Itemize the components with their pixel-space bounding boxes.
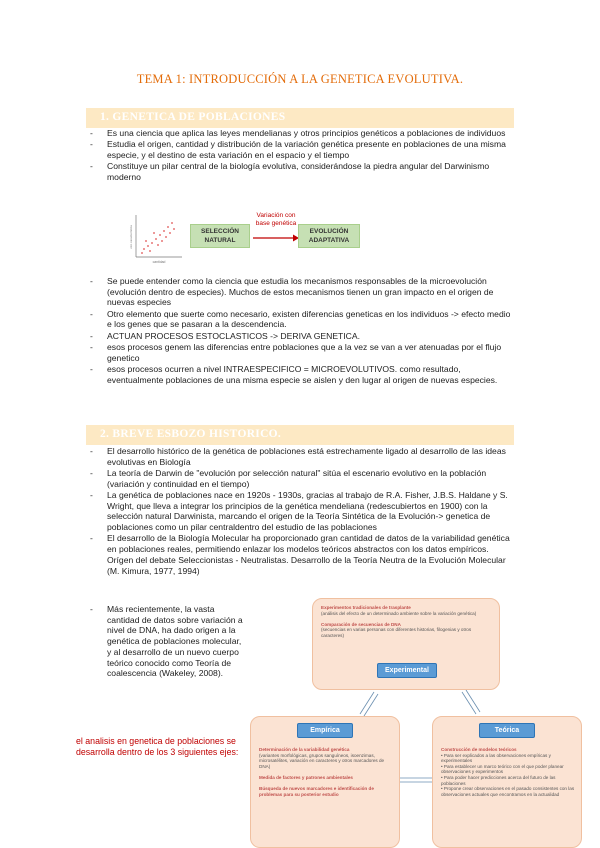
list-item: - Es una ciencia que aplica las leyes mendelianas y otros principios genéticos a poblaciones de individuos <box>90 128 515 139</box>
list-item: - esos procesos ocurren a nivel INTRAESPECIFICO = MICROEVOLUTIVOS. como resultado, eventualmente poblaciones de una misma especie se aislen y den lugar al origen de nuevas especies. <box>90 364 515 385</box>
page-title: TEMA 1: INTRODUCCIÓN A LA GENETICA EVOLUTIVA. <box>136 72 464 86</box>
experimental-label: Experimental <box>377 663 437 678</box>
list-item: - El desarrollo histórico de la genética de poblaciones está estrechamente ligado al desarrollo de las ideas evolutivas en Biología <box>90 446 515 467</box>
teorica-line: Propone crear observaciones en el pasado consistentes con las observaciones actuales que encontramos en la actualidad <box>441 786 575 797</box>
empirica-line: Búsqueda de nuevos marcadores e identificación de problemas para su posterior estudio <box>259 786 374 797</box>
scatter-xlabel: cantidad <box>152 260 166 264</box>
three-axes-diagram <box>250 596 590 848</box>
section-heading-1 <box>86 108 514 128</box>
arrow-label: Variación con base genética <box>255 212 297 227</box>
teorica-line: Para poder hacer predicciones acerca del futuro de las poblaciones <box>441 774 556 786</box>
section-heading-2 <box>86 425 514 445</box>
section2-bullet-list-narrow <box>90 604 245 680</box>
section1-bullet-list <box>90 128 515 183</box>
ejes-note: el analisis en genetica de poblaciones se desarrolla dentro de los 3 siguientes ejes: <box>76 736 239 757</box>
scatter-ylabel: otro característica <box>129 225 133 249</box>
list-item: - Otro elemento que suerte como necesario, existen diferencias geneticas en los individuos -> efecto medio e los genes que se pasaran a la descendencia. <box>90 309 515 330</box>
list-item: - Más recientemente, la vasta cantidad de datos sobre variación a nivel de DNA, ha dado origen a la genética de poblaciones molecular, y al desarrollo de un nuevo cuerpo teórico conocido como Teoría de coalescencia (Wakeley, 2008). <box>90 604 245 679</box>
teorica-line: Para establecer un marco teórico con el que poder planear observaciones y experimentos <box>441 763 564 775</box>
list-item: - Estudia el origen, cantidad y distribución de la variación genética presente en poblaciones de una misma especie, y el destino de esta variación en el espacio y el tiempo <box>90 139 515 160</box>
seleccion-natural-box: SELECCIÓN NATURAL <box>190 224 250 248</box>
empirica-line: Medida de factores y patrones ambientales <box>259 774 353 780</box>
experimental-line: (análisis del efecto de un determinado ambiente sobre la variación genética) <box>321 610 477 616</box>
section2-bullet-list <box>90 446 515 577</box>
list-item: - La genética de poblaciones nace en 1920s - 1930s, gracias al trabajo de R.A. Fisher, J.B.S. Haldane y S. Wright, que lleva a integrar los principios de la genética mendeliana (redescubiertos en 1900) con la selección natural Darwinista, marcando el origen de la Teoría Sintética de la Evolución-> genetica de poblaciones como un pilar centraldentro del estudio de las poblaciones <box>90 490 515 533</box>
list-item: - esos procesos genem las diferencias entre poblaciones que a la vez se van a ver atenuadas por el flujo genetico <box>90 342 515 363</box>
empirica-box <box>250 716 400 848</box>
teorica-label: Teórica <box>479 723 535 738</box>
teorica-box: Teórica Construcción de modelos teóricos • Para ser explicados a las observaciones empíricas y experimentales • Para establecer un marco teórico con el que poder planear observaciones y experimentos • Para poder hacer predicciones acerca del futuro de las poblaciones • Propone crear observaciones en el pasado consistentes con las observaciones actuales que encontramos en la actualidad <box>432 716 582 848</box>
list-item: - Se puede entender como la ciencia que estudia los mecanismos responsables de la microevolución (evolución dentro de especies). Muchos de estos mecanismos tienen un gran impacto en el origen de nuevas especies <box>90 276 515 308</box>
list-item: - Constituye un pilar central de la biología evolutiva, considerándose la piedra angular del Darwinismo moderno <box>90 161 515 182</box>
scatter-figure <box>128 213 184 265</box>
experimental-box <box>312 598 500 690</box>
section1-bullet-list-2 <box>90 276 515 386</box>
empirica-line: (variantes morfológicas, grupos sanguíneos, isoenzimas, microsatélites, variación en caracteres y otros marcadores de DNA) <box>259 752 385 769</box>
section-heading-2-text: 2. BREVE ESBOZO HISTORICO. <box>100 428 282 440</box>
evolucion-adaptativa-box: EVOLUCIÓN ADAPTATIVA <box>298 224 360 248</box>
experimental-line: Comparación de secuencias de DNA <box>321 621 401 627</box>
empirica-line: Determinación de la variabilidad genética <box>259 747 350 752</box>
experimental-line: Experimentos tradicionales de trasplante <box>321 605 411 610</box>
red-arrow-icon <box>253 234 299 242</box>
empirica-label: Empírica <box>297 723 353 738</box>
list-item: - El desarrollo de la Biología Molecular ha proporcionado gran cantidad de datos de la variabilidad genética en poblaciones reales, permitiendo enlazar los modelos teóricos abstractos con los datos empíricos. Orígen del debate Seleccionistas - Neutralistas. Desarrollo de la Teoría Neutra de la Evolución Molecular (M. Kimura, 1977, 1994) <box>90 533 515 576</box>
teorica-line: Para ser explicados a las observaciones empíricas y experimentales <box>441 752 551 764</box>
list-item: - ACTUAN PROCESOS ESTOCLASTICOS -> DERIVA GENETICA. <box>90 331 515 342</box>
list-item: - La teoría de Darwin de "evolución por selección natural" sitúa el escenario evolutivo en la población (variación y continuidad en el tiempo) <box>90 468 515 489</box>
experimental-line: (secuencias en varias personas con diferentes historias, filogenias y otros caracteres) <box>321 627 472 638</box>
teorica-line: Construcción de modelos teóricos <box>441 747 517 752</box>
section-heading-1-text: 1. GENETICA DE POBLACIONES <box>100 111 286 123</box>
